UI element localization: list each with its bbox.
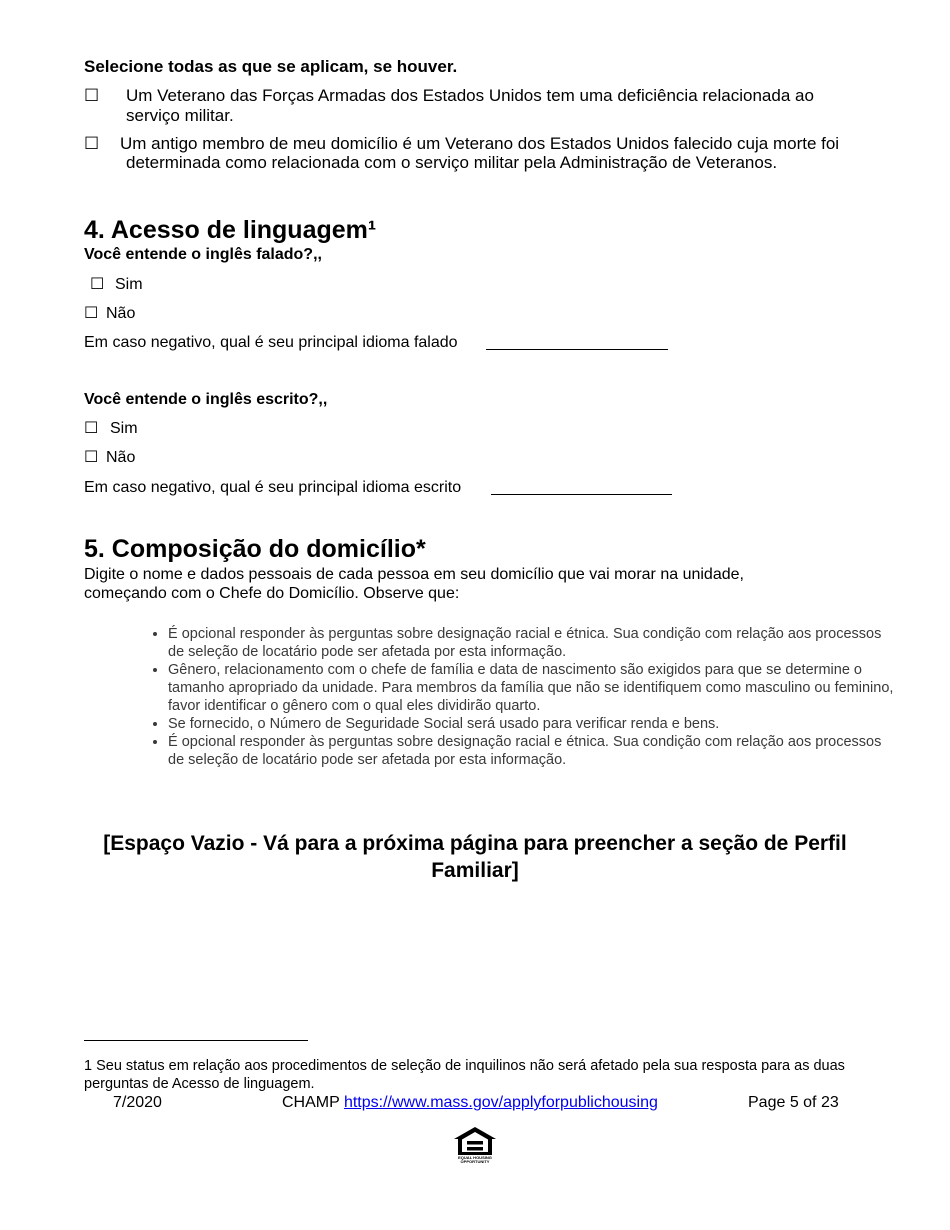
spoken-language-blank[interactable]: [486, 349, 668, 350]
spoken-english-question: Você entende o inglês falado?,,: [84, 246, 322, 263]
household-note-2: • Gênero, relacionamento com o chefe de família e data de nascimento são exigidos para que se determine o tamanho apropriado da unidade. Para membros da família que não se identifiquem como masculino ou feminino, favor identificar o gênero com o qual eles dividirão quarto.: [168, 661, 898, 715]
written-yes-checkbox[interactable]: ☐: [84, 420, 99, 437]
blank-space-notice-line1: [Espaço Vazio - Vá para a próxima página para preencher a seção de Perfil: [103, 832, 847, 855]
household-intro-line2: começando com o Chefe do Domicílio. Observe que:: [84, 585, 460, 602]
blank-space-notice: [60, 830, 890, 884]
veteran-option-2-label-line1: Um antigo membro de meu domicílio é um Veterano dos Estados Unidos falecido cuja morte foi: [120, 134, 840, 153]
veteran-checkbox-2[interactable]: ☐: [84, 134, 100, 153]
written-language-blank[interactable]: [491, 494, 672, 495]
footer-url-link[interactable]: https://www.mass.gov/applyforpublichousing: [343, 1094, 658, 1111]
footer-date: 7/2020: [113, 1094, 162, 1111]
footer-page-number: Page 5 of 23: [748, 1094, 839, 1111]
veteran-instruction: Selecione todas as que se aplicam, se houver.: [84, 57, 458, 76]
spoken-no-checkbox[interactable]: ☐: [84, 305, 99, 322]
household-intro-line1: Digite o nome e dados pessoais de cada pessoa em seu domicílio que vai morar na unidade,: [84, 566, 744, 583]
spoken-yes-checkbox[interactable]: ☐: [90, 276, 105, 293]
footnote: 1 Seu status em relação aos procedimentos de seleção de inquilinos não será afetado pela sua resposta para as duas perguntas de Acesso de linguagem.: [84, 1058, 845, 1092]
spoken-no-label: Não: [106, 305, 136, 322]
household-note-4: • É opcional responder às perguntas sobre designação racial e étnica. Sua condição com relação aos processos de seleção de locatário pode ser afetada por esta informação.: [168, 733, 898, 769]
spoken-language-followup: Em caso negativo, qual é seu principal idioma falado: [84, 334, 458, 351]
blank-space-notice-line2: Familiar]: [431, 859, 519, 882]
spoken-yes-label: Sim: [115, 276, 143, 293]
written-english-question: Você entende o inglês escrito?,,: [84, 391, 328, 408]
veteran-checkbox-1[interactable]: ☐: [84, 86, 100, 105]
written-no-checkbox[interactable]: ☐: [84, 449, 99, 466]
household-note-1: • É opcional responder às perguntas sobre designação racial e étnica. Sua condição com relação aos processos de seleção de locatário pode ser afetada por esta informação.: [168, 625, 898, 661]
veteran-option-1-label: Um Veterano das Forças Armadas dos Estados Unidos tem uma deficiência relacionada ao serviço militar.: [126, 86, 814, 125]
household-note-3: • Se fornecido, o Número de Seguridade Social será usado para verificar renda e bens.: [168, 715, 898, 733]
footer-center: [282, 1094, 658, 1112]
footnote-divider: [84, 1040, 308, 1041]
written-yes-label: Sim: [110, 420, 138, 437]
veteran-option-2-label-line2: determinada como relacionada com o serviço militar pela Administração de Veteranos.: [126, 153, 778, 172]
household-composition-heading: 5. Composição do domicílio*: [84, 535, 426, 563]
household-notes-list: [140, 625, 898, 769]
equal-housing-text: EQUAL HOUSING OPPORTUNITY: [458, 1155, 492, 1164]
equal-housing-logo: [450, 1125, 500, 1165]
written-no-label: Não: [106, 449, 136, 466]
language-access-heading: 4. Acesso de linguagem¹: [84, 216, 377, 244]
written-language-followup: Em caso negativo, qual é seu principal idioma escrito: [84, 479, 462, 496]
footer-program: CHAMP: [282, 1094, 340, 1111]
